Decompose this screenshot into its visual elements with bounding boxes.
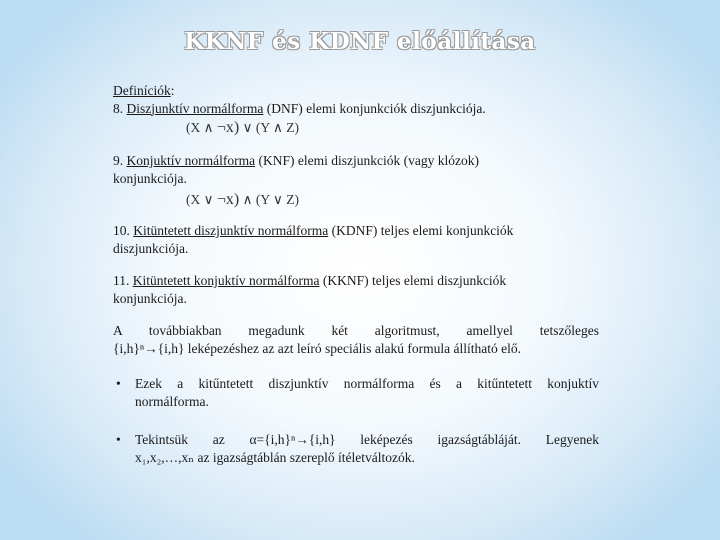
definition-11: 11. Kitüntetett konjuktív normálforma (KKNF) teljes elemi diszjunkciók konjunkciója. (113, 273, 507, 306)
definition-10: 10. Kitüntetett diszjunktív normálforma (KDNF) teljes elemi konjunkciók diszjunkciója. (113, 223, 514, 256)
bullet-item-2: • Tekintsük az α={i,h}ⁿ→{i,h} leképezés igazságtábláját. Legyenek x₁,x₂,…,xₙ az igazságtáblán szereplő ítéletváltozók. (116, 432, 599, 465)
intro-paragraph: A továbbiakban megadunk két algoritmust, amellyel tetszőleges {i,h}ⁿ→{i,h} leképezéshez az azt leíró speciális alakú formula állítható elő. (113, 323, 599, 356)
slide-title: KKNF és KDNF előállítása (184, 28, 536, 55)
definitions-heading: Definíciók: (113, 83, 175, 98)
formula-dnf-example: (X ∧ ¬x) ∨ (Y ∧ Z) (186, 119, 299, 136)
bullet-icon: • (116, 432, 121, 447)
definition-8: 8. Diszjunktív normálforma (DNF) elemi konjunkciók diszjunkciója. (113, 100, 486, 116)
definitions-heading-text: Definíciók (113, 83, 171, 98)
definition-9: 9. Konjuktív normálforma (KNF) elemi diszjunkciók (vagy klózok) konjunkciója. (113, 153, 479, 186)
bullet-icon: • (116, 376, 121, 391)
formula-knf-example: (X ∨ ¬x) ∧ (Y ∨ Z) (186, 191, 299, 208)
slide-content (113, 82, 599, 466)
definition-9-term: Konjuktív normálforma (126, 153, 256, 168)
definition-11-term: Kitüntetett konjuktív normálforma (132, 273, 320, 288)
definition-8-term: Diszjunktív normálforma (126, 100, 264, 116)
bullet-item-1: • Ezek a kitűntetett diszjunktív normálforma és a kitűntetett konjuktív normálforma. (116, 376, 599, 409)
definition-10-term: Kitüntetett diszjunktív normálforma (133, 223, 329, 238)
